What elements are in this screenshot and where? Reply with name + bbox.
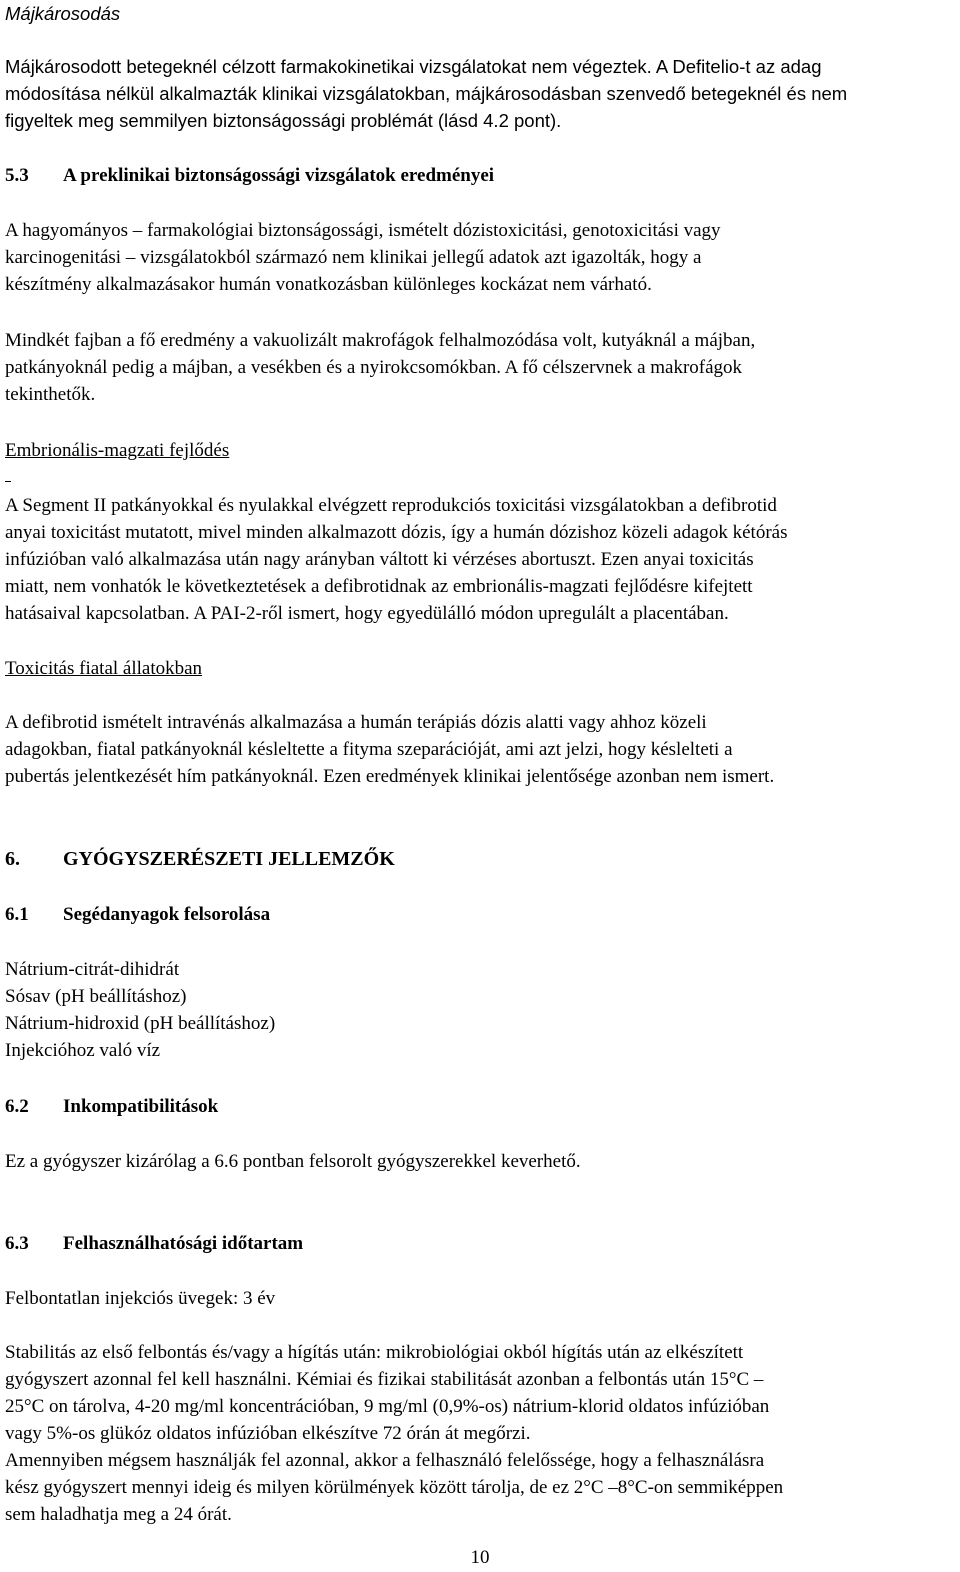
text-line: infúzióban való alkalmazása után nagy arányban váltott ki vérzéses abortuszt. Ezen anyai toxicitás [5, 549, 754, 570]
excipients-list [5, 956, 955, 1064]
section-title: Felhasználhatósági időtartam [63, 1233, 304, 1254]
text-line: Májkárosodott betegeknél célzott farmakokinetikai vizsgálatokat nem végeztek. A Defitelio-t az adag [5, 56, 822, 77]
section-title: Inkompatibilitások [63, 1096, 219, 1117]
preclinical-paragraph-2 [5, 327, 955, 408]
text-line: tekinthetők. [5, 384, 96, 405]
section-5-3-heading [5, 162, 955, 189]
text-line: sem haladhatja meg a 24 órát. [5, 1504, 232, 1525]
embryo-fetal-paragraph [5, 492, 955, 627]
text-line: patkányoknál pedig a májban, a vesékben és a nyirokcsomókban. A fő célszervnek a makrofágok [5, 357, 743, 378]
section-6-2-heading [5, 1093, 955, 1120]
section-number: 6.2 [5, 1096, 29, 1117]
text-line: készítmény alkalmazásakor humán vonatkozásban különleges kockázat nem várható. [5, 274, 652, 295]
text-line: anyai toxicitást mutatott, mivel minden alkalmazott dózis, így a humán dózishoz közeli adagok kétórás [5, 522, 788, 543]
text-line: pubertás jelentkezését hím patkányoknál. Ezen eredmények klinikai jelentősége azonban nem ismert. [5, 766, 775, 787]
section-title: Segédanyagok felsorolása [63, 904, 271, 925]
section-title: A preklinikai biztonságossági vizsgálatok eredményei [63, 165, 495, 186]
text-line: Stabilitás az első felbontás és/vagy a hígítás után: mikrobiológiai okból hígítás után az elkészített [5, 1342, 744, 1363]
section-number: 5.3 [5, 165, 29, 186]
section-number: 6.1 [5, 904, 29, 925]
stability-paragraph [5, 1339, 955, 1528]
juvenile-toxicity-paragraph [5, 709, 955, 790]
section-6-1-heading [5, 901, 955, 928]
stray-underline-mark [5, 481, 11, 482]
list-item: Injekcióhoz való víz [5, 1040, 161, 1061]
text-line: Amennyiben mégsem használják fel azonnal, akkor a felhasználó felelőssége, hogy a felhasználásra [5, 1450, 765, 1471]
text-line: miatt, nem vonhatók le következtetések a defibrotidnak az embrionális-magzati fejlődésre kifejtett [5, 576, 753, 597]
text-line: kész gyógyszert mennyi ideig és milyen körülmények között tárolja, de ez 2°C –8°C-on semmiképpen [5, 1477, 784, 1498]
section-6-3-heading [5, 1230, 955, 1257]
text-line: A hagyományos – farmakológiai biztonságossági, ismételt dózistoxicitási, genotoxicitási vagy [5, 220, 721, 241]
preclinical-paragraph-1 [5, 217, 955, 298]
liver-impairment-heading: Májkárosodás [5, 3, 121, 24]
juvenile-toxicity-heading: Toxicitás fiatal állatokban [5, 658, 203, 679]
list-item: Nátrium-citrát-dihidrát [5, 959, 180, 980]
unopened-shelf-life: Felbontatlan injekciós üvegek: 3 év [5, 1288, 276, 1309]
text-line: figyeltek meg semmilyen biztonságossági problémát (lásd 4.2 pont). [5, 110, 562, 131]
text-line: 25°C on tárolva, 4-20 mg/ml koncentrációban, 9 mg/ml (0,9%-os) nátrium-klorid oldatos infúzióban [5, 1396, 770, 1417]
list-item: Nátrium-hidroxid (pH beállításhoz) [5, 1013, 276, 1034]
section-number: 6. [5, 848, 20, 870]
section-number: 6.3 [5, 1233, 29, 1254]
text-line: adagokban, fiatal patkányoknál késleltette a fityma szeparációját, ami azt jelzi, hogy késlelteti a [5, 739, 733, 760]
section-title: GYÓGYSZERÉSZETI JELLEMZŐK [63, 848, 395, 870]
text-line: A defibrotid ismételt intravénás alkalmazása a humán terápiás dózis alatti vagy ahhoz közeli [5, 712, 707, 733]
text-line: karcinogenitási – vizsgálatokból származó nem klinikai jellegű adatok azt igazolták, hogy a [5, 247, 702, 268]
incompatibilities-text: Ez a gyógyszer kizárólag a 6.6 pontban felsorolt gyógyszerekkel keverhető. [5, 1151, 581, 1172]
text-line: hatásaival kapcsolatban. A PAI-2-ről ismert, hogy egyedülálló módon upregulált a placentában. [5, 603, 729, 624]
text-line: módosítása nélkül alkalmazták klinikai vizsgálatokban, májkárosodásban szenvedő betegeknél és nem [5, 83, 848, 104]
section-6-heading [5, 846, 955, 873]
text-line: Mindkét fajban a fő eredmény a vakuolizált makrofágok felhalmozódása volt, kutyáknál a májban, [5, 330, 756, 351]
list-item: Sósav (pH beállításhoz) [5, 986, 187, 1007]
text-line: gyógyszert azonnal fel kell használni. Kémiai és fizikai stabilitását azonban a felbontás után 15°C – [5, 1369, 764, 1390]
text-line: vagy 5%-os glükóz oldatos infúzióban elkészítve 72 órán át megőrzi. [5, 1423, 531, 1444]
page-number: 10 [470, 1547, 490, 1568]
text-line: A Segment II patkányokkal és nyulakkal elvégzett reprodukciós toxicitási vizsgálatokban a defibrotid [5, 495, 777, 516]
embryo-fetal-heading: Embrionális-magzati fejlődés [5, 440, 230, 461]
liver-impairment-paragraph [5, 53, 955, 134]
